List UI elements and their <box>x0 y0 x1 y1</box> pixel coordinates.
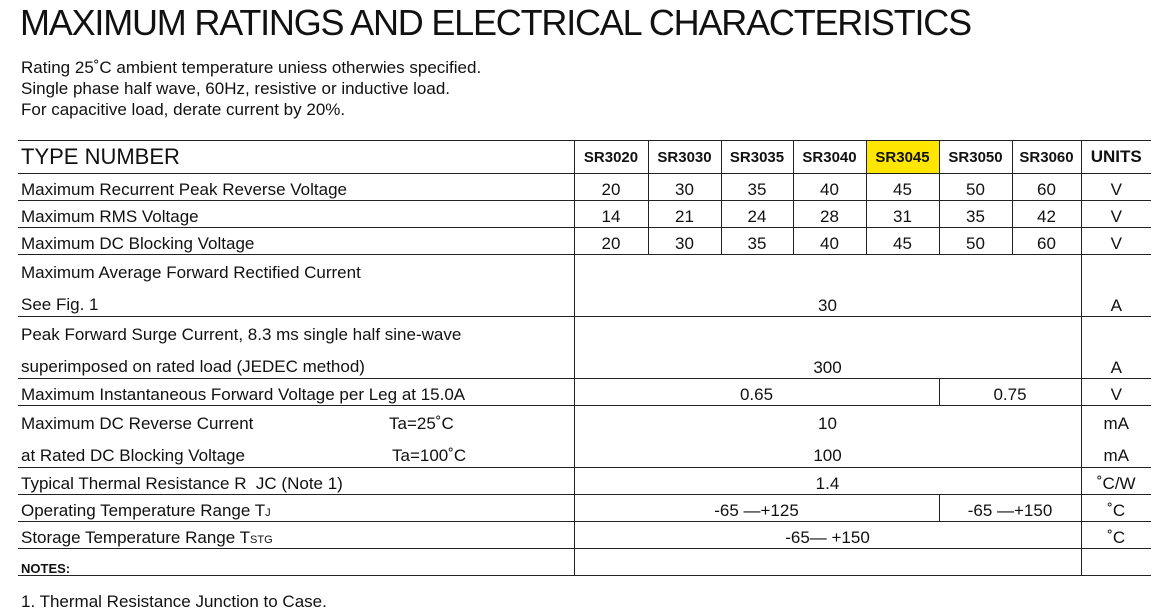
type-sr3040-header: SR3040 <box>793 141 866 174</box>
cell-value: 45 <box>866 174 939 201</box>
type-sr3045-header: SR3045 <box>866 141 939 174</box>
cell-value: -65 —+150 <box>939 495 1081 522</box>
row-label-line <box>21 413 574 445</box>
cell-value: 300 <box>574 317 1081 379</box>
type-sr3060-header: SR3060 <box>1012 141 1081 174</box>
type-sr3020-header: SR3020 <box>574 141 648 174</box>
row-label: Maximum RMS Voltage <box>18 201 574 228</box>
condition-label: Ta=100˚C <box>392 446 467 465</box>
cell-value: 20 <box>574 228 648 255</box>
units-header: UNITS <box>1081 141 1151 174</box>
table-row <box>18 201 1151 228</box>
cell-value: -65 —+125 <box>574 495 939 522</box>
cell-value <box>574 406 1081 468</box>
table-header-row <box>18 141 1151 174</box>
row-label: Maximum Recurrent Peak Reverse Voltage <box>18 174 574 201</box>
cell-value: 20 <box>574 174 648 201</box>
table-row <box>18 174 1151 201</box>
empty-cell <box>574 549 1081 576</box>
cell-unit-line: mA <box>1103 446 1129 465</box>
row-label-line: Peak Forward Surge Current, 8.3 ms single half sine-wave <box>21 325 462 344</box>
cell-value: 50 <box>939 228 1012 255</box>
cell-value: -65— +150 <box>574 522 1081 549</box>
type-sr3030-header: SR3030 <box>648 141 721 174</box>
row-label-subscript: STG <box>250 534 273 546</box>
cell-unit: ˚C <box>1081 495 1151 522</box>
intro-line: Rating 25˚C ambient temperature uniess otherwies specified. <box>21 58 482 77</box>
cell-unit: V <box>1081 201 1151 228</box>
cell-value: 40 <box>793 228 866 255</box>
cell-unit-line: mA <box>1103 414 1129 433</box>
row-label <box>18 522 574 549</box>
cell-value: 30 <box>574 255 1081 317</box>
row-label-text: Storage Temperature Range T <box>21 528 251 547</box>
intro-line: For capacitive load, derate current by 20%. <box>21 100 346 119</box>
condition-label: Ta=25˚C <box>389 414 454 433</box>
cell-unit: ˚C/W <box>1081 468 1151 495</box>
row-label-subscript: J <box>265 507 271 519</box>
row-label <box>18 495 574 522</box>
cell-unit <box>1081 406 1151 468</box>
cell-value-line: 100 <box>813 446 842 465</box>
type-sr3050-header: SR3050 <box>939 141 1012 174</box>
cell-unit: A <box>1081 317 1151 379</box>
cell-value: 50 <box>939 174 1012 201</box>
table-row <box>18 379 1151 406</box>
cell-value: 21 <box>648 201 721 228</box>
cell-value: 60 <box>1012 174 1081 201</box>
cell-value: 24 <box>721 201 793 228</box>
cell-unit: A <box>1081 255 1151 317</box>
cell-value: 0.65 <box>574 379 939 406</box>
row-label-line: Maximum Average Forward Rectified Current <box>21 263 361 282</box>
intro-text <box>21 57 481 120</box>
row-label: Typical Thermal Resistance R JC (Note 1) <box>18 468 574 495</box>
table-row <box>18 468 1151 495</box>
cell-value: 28 <box>793 201 866 228</box>
cell-value-line: 10 <box>818 414 837 433</box>
row-label <box>18 406 574 468</box>
intro-line: Single phase half wave, 60Hz, resistive or inductive load. <box>21 79 451 98</box>
cell-value: 0.75 <box>939 379 1081 406</box>
row-label <box>18 255 574 317</box>
row-label-text: at Rated DC Blocking Voltage <box>21 446 245 465</box>
row-label-text: Maximum DC Reverse Current <box>21 414 254 433</box>
cell-value: 35 <box>939 201 1012 228</box>
row-label-line <box>21 445 574 467</box>
cell-value: 40 <box>793 174 866 201</box>
ratings-table <box>18 140 1151 576</box>
row-label-text: Operating Temperature Range T <box>21 501 266 520</box>
cell-unit: V <box>1081 174 1151 201</box>
cell-value: 35 <box>721 228 793 255</box>
row-label: Maximum Instantaneous Forward Voltage per Leg at 15.0A <box>18 379 574 406</box>
cell-value: 30 <box>648 174 721 201</box>
empty-cell <box>18 549 574 576</box>
table-row <box>18 255 1151 317</box>
cell-value: 45 <box>866 228 939 255</box>
table-row <box>18 495 1151 522</box>
type-sr3035-header: SR3035 <box>721 141 793 174</box>
type-number-header: TYPE NUMBER <box>18 141 574 174</box>
cell-value: 30 <box>648 228 721 255</box>
row-label: Maximum DC Blocking Voltage <box>18 228 574 255</box>
note-item: 1. Thermal Resistance Junction to Case. <box>21 592 327 611</box>
empty-cell <box>1081 549 1151 576</box>
cell-value: 42 <box>1012 201 1081 228</box>
table-row <box>18 406 1151 468</box>
notes-heading: NOTES: <box>21 561 71 576</box>
cell-value: 60 <box>1012 228 1081 255</box>
row-label <box>18 317 574 379</box>
cell-value: 14 <box>574 201 648 228</box>
cell-unit: V <box>1081 379 1151 406</box>
table-row-empty <box>18 549 1151 576</box>
table-row <box>18 317 1151 379</box>
row-label-line: See Fig. 1 <box>21 295 99 314</box>
cell-value: 35 <box>721 174 793 201</box>
row-label-line: superimposed on rated load (JEDEC method) <box>21 357 365 376</box>
cell-value: 1.4 <box>574 468 1081 495</box>
table-row <box>18 228 1151 255</box>
cell-unit: ˚C <box>1081 522 1151 549</box>
table-row <box>18 522 1151 549</box>
cell-value: 31 <box>866 201 939 228</box>
page-title: MAXIMUM RATINGS AND ELECTRICAL CHARACTERISTICS <box>20 2 971 43</box>
cell-unit: V <box>1081 228 1151 255</box>
